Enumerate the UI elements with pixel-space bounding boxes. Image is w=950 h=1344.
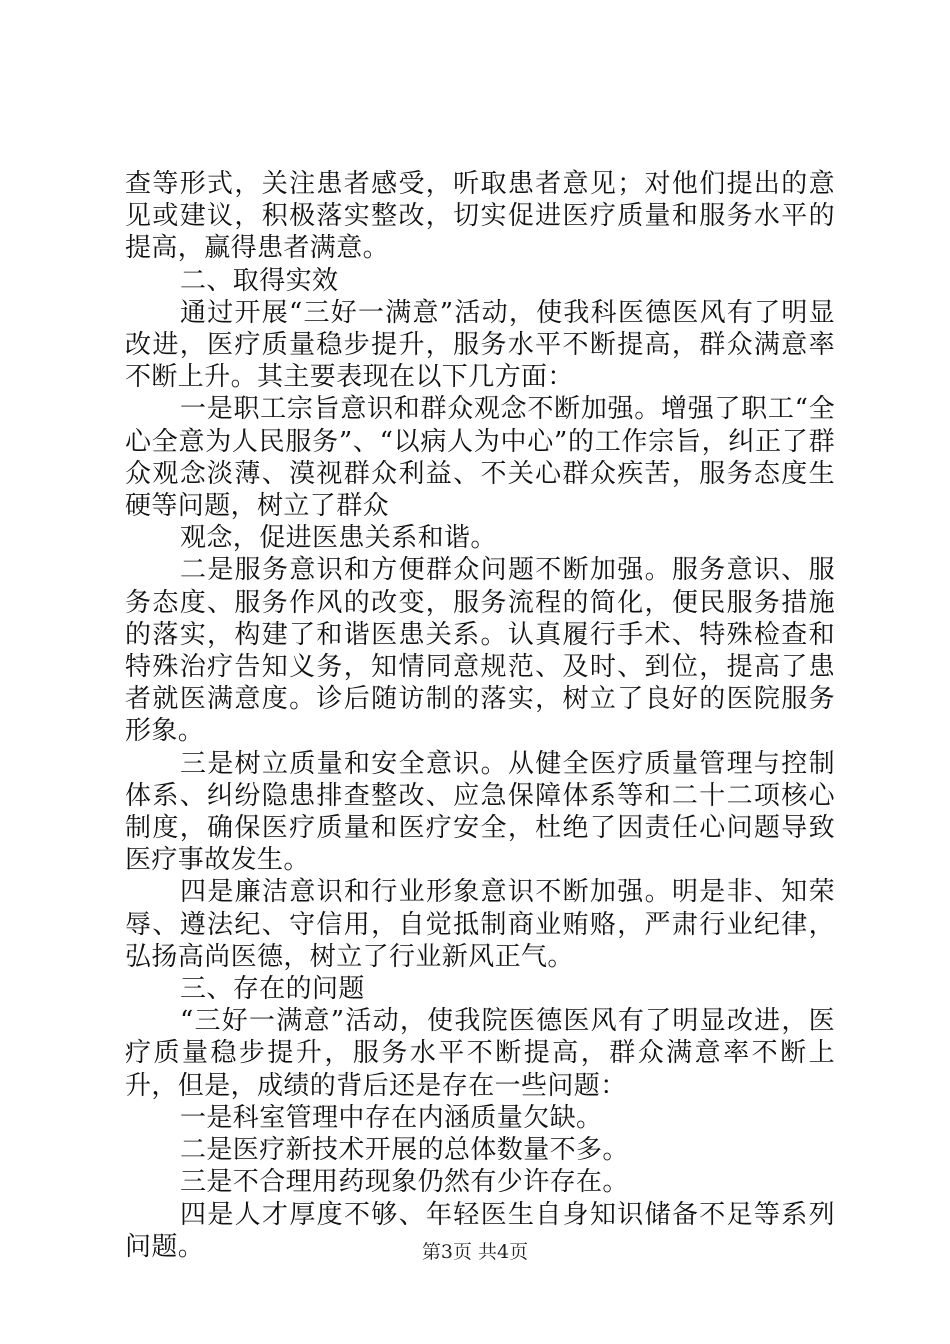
paragraph: 通过开展“三好一满意”活动，使我科医德医风有了明显改进，医疗质量稳步提升，服务水平不断提高，群众满意率不断上升。其主要表现在以下几方面： [125, 297, 835, 393]
paragraph: 一是职工宗旨意识和群众观念不断加强。增强了职工“全心全意为人民服务”、“以病人为中心”的工作宗旨，纠正了群众观念淡薄、漠视群众利益、不关心群众疾苦，服务态度生硬等问题，树立了群众 [125, 394, 835, 522]
paragraph: 二是服务意识和方便群众问题不断加强。服务意识、服务态度、服务作风的改变，服务流程的简化，便民服务措施的落实，构建了和谐医患关系。认真履行手术、特殊检查和特殊治疗告知义务，知情同意规范、及时、到位，提高了患者就医满意度。诊后随访制的落实，树立了良好的医院服务形象。 [125, 555, 835, 747]
paragraph: 三是树立质量和安全意识。从健全医疗质量管理与控制体系、纠纷隐患排查整改、应急保障体系等和二十二项核心制度，确保医疗质量和医疗安全，杜绝了因责任心问题导致医疗事故发生。 [125, 748, 835, 876]
paragraph: 查等形式，关注患者感受，听取患者意见；对他们提出的意见或建议，积极落实整改，切实促进医疗质量和服务水平的提高，赢得患者满意。 [125, 169, 835, 264]
list-item: 二是医疗新技术开展的总体数量不多。 [180, 1135, 629, 1166]
paragraph: 四是廉洁意识和行业形象意识不断加强。明是非、知荣辱、遵法纪、守信用，自觉抵制商业贿赂，严肃行业纪律，弘扬高尚医德，树立了行业新风正气。 [125, 877, 835, 972]
section-heading: 三、存在的问题 [180, 974, 365, 1005]
page-footer [0, 1240, 950, 1264]
paragraph: “三好一满意”活动，使我院医德医风有了明显改进，医疗质量稳步提升，服务水平不断提高，群众满意率不断上升，但是，成绩的背后还是存在一些问题： [125, 1006, 835, 1101]
paragraph: 观念，促进医患关系和谐。 [180, 523, 497, 554]
page-number: 第3页 共4页 [421, 1241, 529, 1263]
list-item: 三是不合理用药现象仍然有少许存在。 [180, 1167, 629, 1198]
list-item: 一是科室管理中存在内涵质量欠缺。 [180, 1102, 603, 1133]
document-body [125, 168, 835, 1263]
section-heading: 二、取得实效 [180, 265, 339, 296]
list-item: 四是人才厚度不够、年轻医生自身知识储备不足等系列问题。 [125, 1199, 835, 1262]
